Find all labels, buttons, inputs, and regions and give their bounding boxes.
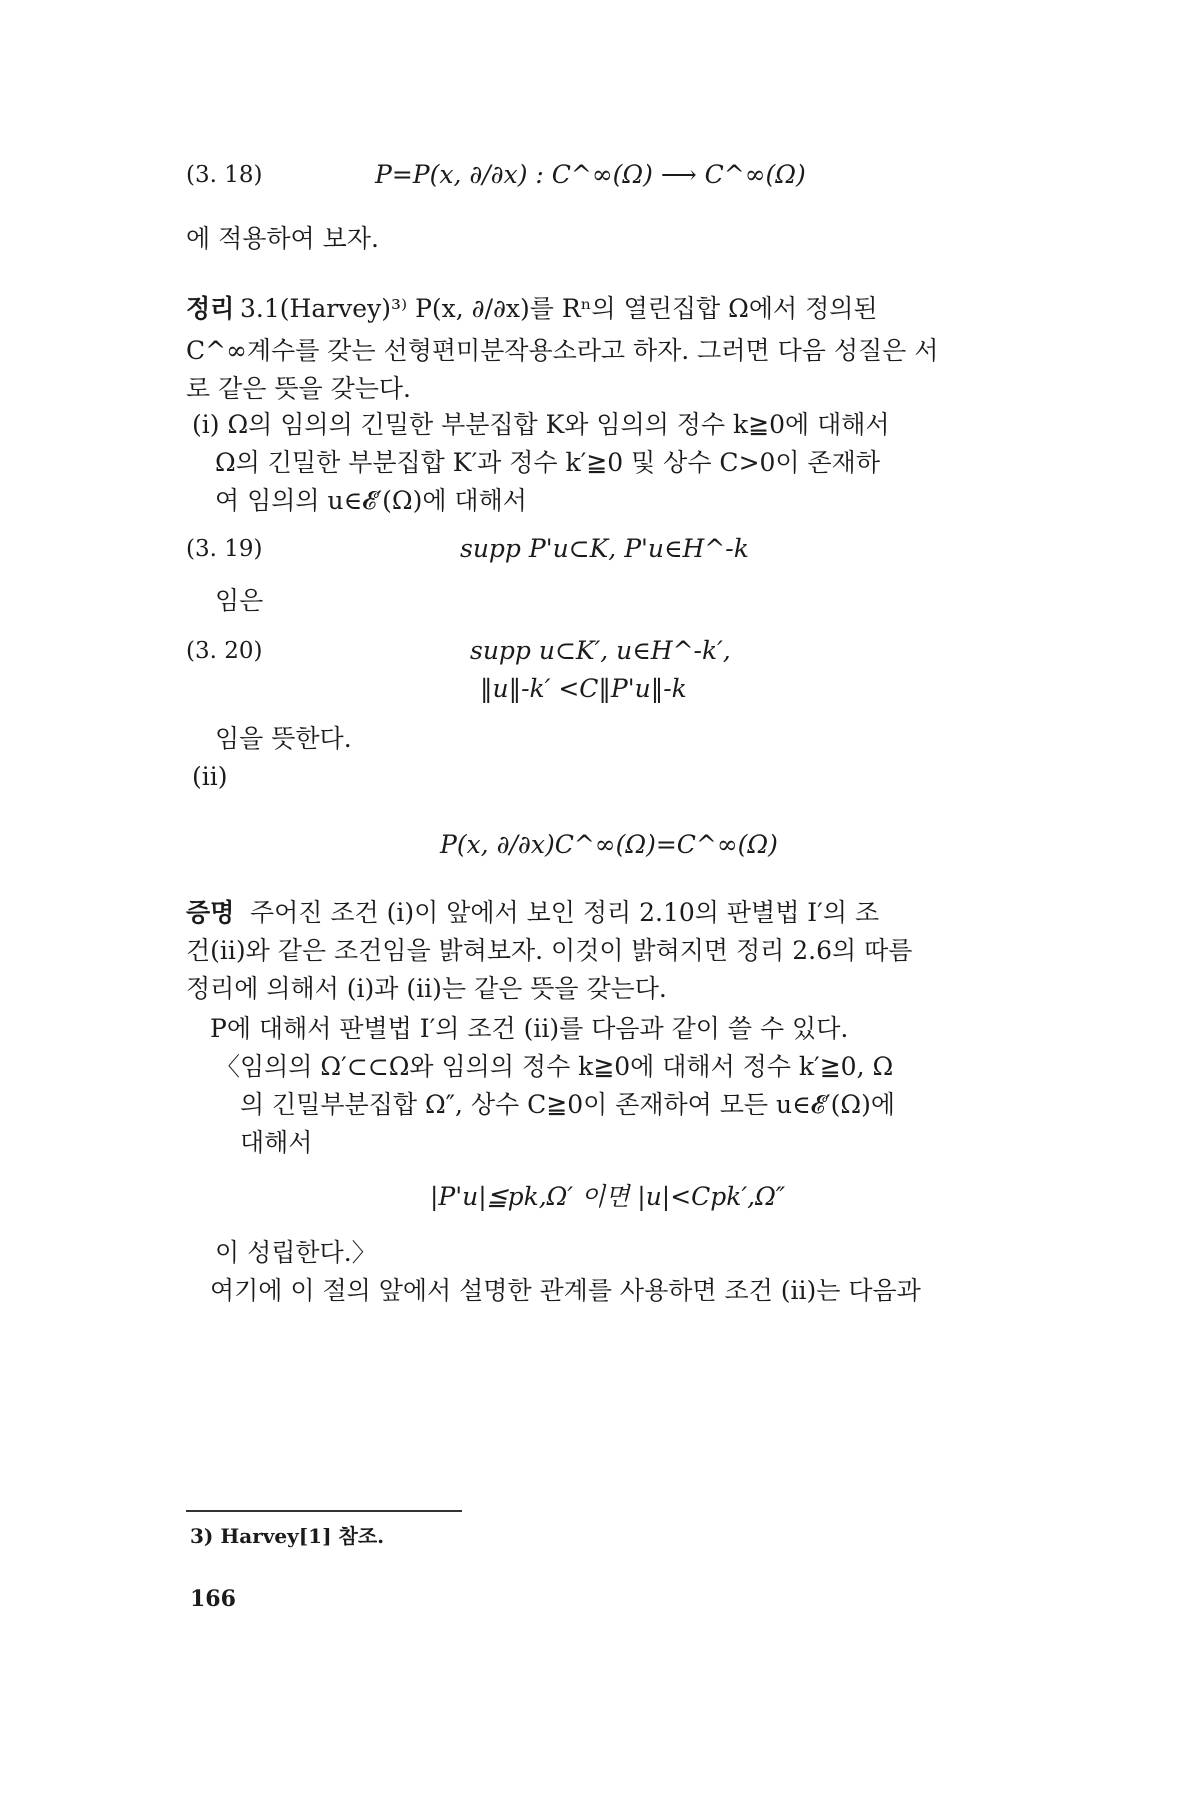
equation-number-3-18: (3. 18)	[186, 162, 263, 188]
footnote-divider	[186, 1510, 462, 1512]
condition-equation: |P'u|≦pk,Ω′ 이면 |u|<Cpk′,Ω″	[430, 1182, 786, 1211]
text-line: 에 적용하여 보자.	[186, 224, 379, 253]
text-line: 여기에 이 절의 앞에서 설명한 관계를 사용하면 조건 (ii)는 다음과	[210, 1276, 921, 1305]
proof-label: 증명	[186, 898, 235, 927]
proof-line: 정리에 의해서 (i)과 (ii)는 같은 뜻을 갖는다.	[186, 974, 667, 1003]
condition-i-line: (i) Ω의 임의의 긴밀한 부분집합 K와 임의의 정수 k≧0에 대해서	[192, 410, 890, 439]
equation-ii: P(x, ∂/∂x)C^∞(Ω)=C^∞(Ω)	[440, 830, 778, 859]
footnote: 3) Harvey[1] 참조.	[190, 1524, 385, 1548]
theorem-line: 로 같은 뜻을 갖는다.	[186, 374, 411, 403]
text-line: 이 성립한다.〉	[215, 1238, 377, 1267]
equation-number-3-19: (3. 19)	[186, 536, 263, 562]
equation-3-19: supp P'u⊂K, P'u∈H^-k	[460, 534, 749, 563]
quoted-condition-line: 〈임의의 Ω′⊂⊂Ω와 임의의 정수 k≧0에 대해서 정수 k′≧0, Ω	[215, 1052, 894, 1081]
equation-number-3-20: (3. 20)	[186, 638, 263, 664]
equation-3-20-line1: supp u⊂K′, u∈H^-k′,	[470, 636, 731, 665]
equation-3-18: P=P(x, ∂/∂x) : C^∞(Ω) ⟶ C^∞(Ω)	[375, 160, 806, 189]
proof-line: 주어진 조건 (i)이 앞에서 보인 정리 2.10의 판별법 Ⅰ′의 조	[250, 898, 880, 927]
proof-line: P에 대해서 판별법 Ⅰ′의 조건 (ii)를 다음과 같이 쓸 수 있다.	[210, 1014, 849, 1043]
proof-line: 건(ii)와 같은 조건임을 밝혀보자. 이것이 밝혀지면 정리 2.6의 따름	[186, 936, 913, 965]
text-line: 임은	[215, 586, 264, 615]
theorem-line: 3.1(Harvey)³⁾ P(x, ∂/∂x)를 Rⁿ의 열린집합 Ω에서 정의된	[240, 294, 878, 323]
equation-3-20-line2: ‖u‖-k′ <C‖P'u‖-k	[480, 674, 687, 703]
quoted-condition-line: 의 긴밀부분집합 Ω″, 상수 C≧0이 존재하여 모든 u∈𝓔′(Ω)에	[240, 1090, 896, 1119]
condition-i-line: 여 임의의 u∈𝓔′(Ω)에 대해서	[215, 486, 527, 515]
quoted-condition-line: 대해서	[240, 1128, 313, 1157]
condition-ii-label: (ii)	[192, 762, 228, 791]
page-number: 166	[190, 1586, 236, 1612]
theorem-line: C^∞계수를 갖는 선형편미분작용소라고 하자. 그러면 다음 성질은 서	[186, 336, 939, 365]
condition-i-line: Ω의 긴밀한 부분집합 K′과 정수 k′≧0 및 상수 C>0이 존재하	[215, 448, 880, 477]
text-line: 임을 뜻한다.	[215, 724, 352, 753]
theorem-label: 정리	[186, 294, 235, 323]
